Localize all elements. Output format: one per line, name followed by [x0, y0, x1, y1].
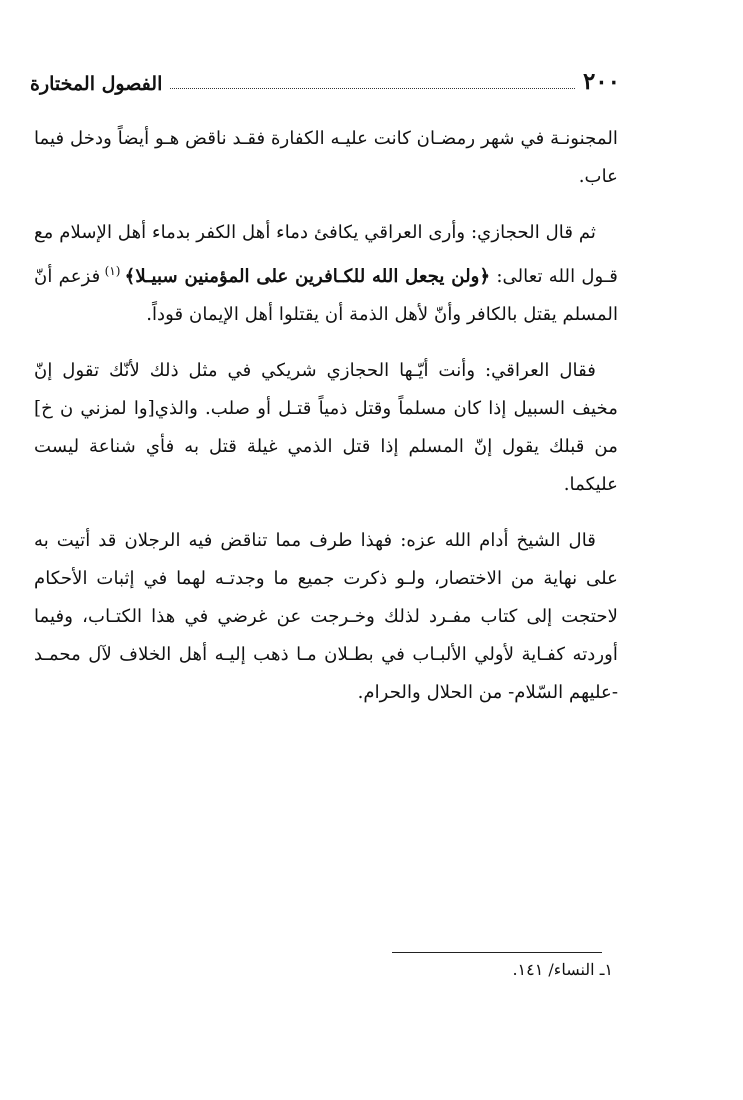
paragraph-3-text: فقال العراقي: وأنت أيّـها الحجازي شريكي في مثل ذلك لأنّك تقول إنّ مخيف السبيل إذا كان مسلماً وقتل ذمياً قتـل أو صلب. والذي[وا لمزني ن خ] من قبلك يقول إنّ المسلم إذا قتل الذمي غيلة قتل به فأي شناعة ليست عليكما. [34, 360, 618, 496]
paragraph-4-text: قال الشيخ أدام الله عزه: فهذا طرف مما تناقض فيه الرجلان قد أتيت به على نهاية من الاختصار، ولـو ذكرت جميع ما وجدتـه لهما في إثبات الأحكام لاحتجت إلى كتاب مفـرد لذلك وخـرجت عن غرضي في هذا الكتـاب، وفيما أوردته كفـاية لأولي الألبـاب في بطـلان مـا ذهب إليـه أهل الخلاف لآل محمـد -عليهم السّلام- من الحلال والحرام. [34, 530, 618, 704]
paragraph-4 [34, 522, 618, 712]
header-leader-dots [170, 88, 575, 89]
paragraph-1 [34, 120, 618, 196]
footnote-reference: (١) [100, 264, 125, 278]
paragraph-2 [34, 214, 618, 334]
paragraph-1-text: المجنونـة في شهر رمضـان كانت عليـه الكفارة فقـد ناقض هـو أيضاً ودخل فيما عاب. [34, 128, 618, 187]
body-text [34, 120, 618, 730]
page-header [30, 68, 620, 95]
paragraph-3 [34, 352, 618, 504]
paragraph-2-continuation: فزعم أنّ المسلم يقتل بالكافر وأنّ لأهل الذمة أن يقتلوا أهل الإيمان قوداً. [34, 266, 618, 326]
page-number: ٢٠٠ [582, 68, 620, 95]
quran-verse: ﴿ولن يجعل الله للكـافرين على المؤمنين سبيـلا﴾ [124, 266, 491, 288]
paragraph-2-text [34, 214, 618, 334]
running-title: الفصول المختارة [30, 73, 163, 95]
footnote: ١ـ النساء/ ١٤١. [512, 960, 613, 979]
footnote-separator [392, 952, 602, 953]
paragraph-2-intro: ثم قال الحجازي: وأرى العراقي يكافئ دماء أهل الكفر بدماء أهل الإسلام مع قـول الله تعالى: [34, 222, 618, 288]
